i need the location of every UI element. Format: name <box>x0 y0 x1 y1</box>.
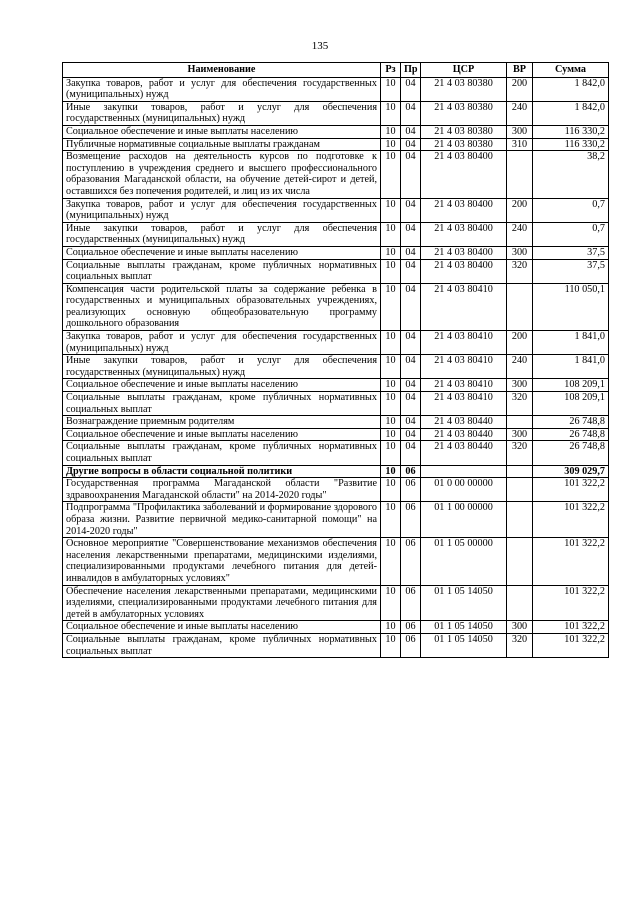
cell-sum: 1 842,0 <box>533 77 609 101</box>
cell-rz: 10 <box>381 198 401 222</box>
cell-csr: 21 4 03 80380 <box>421 138 507 151</box>
cell-rz: 10 <box>381 379 401 392</box>
cell-csr: 01 1 05 00000 <box>421 538 507 585</box>
cell-pr: 04 <box>401 392 421 416</box>
table-row <box>63 222 609 246</box>
column-header-pr: Пр <box>401 63 421 78</box>
cell-rz: 10 <box>381 585 401 621</box>
cell-rz: 10 <box>381 222 401 246</box>
cell-rz: 10 <box>381 502 401 538</box>
cell-vr: 200 <box>507 198 533 222</box>
cell-sum: 1 841,0 <box>533 355 609 379</box>
cell-sum: 101 322,2 <box>533 633 609 657</box>
table-row <box>63 246 609 259</box>
cell-sum: 101 322,2 <box>533 502 609 538</box>
table-row <box>63 125 609 138</box>
cell-csr: 21 4 03 80380 <box>421 77 507 101</box>
cell-sum: 26 748,8 <box>533 441 609 465</box>
cell-csr: 01 1 05 14050 <box>421 633 507 657</box>
table-row <box>63 585 609 621</box>
table-row <box>63 355 609 379</box>
cell-vr: 300 <box>507 428 533 441</box>
cell-pr: 04 <box>401 416 421 429</box>
cell-sum: 116 330,2 <box>533 125 609 138</box>
cell-csr: 21 4 03 80400 <box>421 222 507 246</box>
cell-name: Социальное обеспечение и иные выплаты населению <box>63 125 381 138</box>
cell-vr: 320 <box>507 392 533 416</box>
cell-vr: 320 <box>507 259 533 283</box>
cell-vr: 240 <box>507 222 533 246</box>
cell-rz: 10 <box>381 138 401 151</box>
cell-rz: 10 <box>381 478 401 502</box>
cell-pr: 06 <box>401 538 421 585</box>
cell-name: Основное мероприятие "Совершенствование механизмов обеспечения населения лекарственными препаратами, медицинскими изделиями, специализированными продуктами лечебного питания для детей-инвалидов в амбулаторных условиях" <box>63 538 381 585</box>
cell-vr <box>507 151 533 198</box>
cell-pr: 04 <box>401 138 421 151</box>
cell-vr: 320 <box>507 441 533 465</box>
cell-vr <box>507 502 533 538</box>
cell-name: Компенсация части родительской платы за содержание ребенка в государственных и муниципальных образовательных учреждениях, реализующих основную общеобразовательную программу дошкольного образования <box>63 283 381 330</box>
cell-pr: 06 <box>401 502 421 538</box>
cell-pr: 06 <box>401 585 421 621</box>
cell-sum: 101 322,2 <box>533 621 609 634</box>
cell-rz: 10 <box>381 259 401 283</box>
table-row <box>63 441 609 465</box>
budget-table <box>62 62 609 658</box>
table-row <box>63 259 609 283</box>
cell-name: Публичные нормативные социальные выплаты гражданам <box>63 138 381 151</box>
cell-pr: 04 <box>401 77 421 101</box>
cell-vr: 200 <box>507 331 533 355</box>
cell-sum: 26 748,8 <box>533 428 609 441</box>
cell-csr: 21 4 03 80380 <box>421 101 507 125</box>
table-row <box>63 138 609 151</box>
cell-name: Социальное обеспечение и иные выплаты населению <box>63 379 381 392</box>
cell-sum: 101 322,2 <box>533 478 609 502</box>
cell-rz: 10 <box>381 538 401 585</box>
cell-vr: 320 <box>507 633 533 657</box>
cell-pr: 04 <box>401 331 421 355</box>
cell-sum: 101 322,2 <box>533 538 609 585</box>
cell-csr <box>421 465 507 478</box>
cell-sum: 110 050,1 <box>533 283 609 330</box>
cell-sum: 108 209,1 <box>533 379 609 392</box>
cell-csr: 21 4 03 80440 <box>421 441 507 465</box>
cell-rz: 10 <box>381 465 401 478</box>
table-row <box>63 283 609 330</box>
cell-rz: 10 <box>381 77 401 101</box>
table-row <box>63 392 609 416</box>
table-row <box>63 416 609 429</box>
cell-vr: 300 <box>507 621 533 634</box>
cell-vr <box>507 283 533 330</box>
cell-name: Обеспечение населения лекарственными препаратами, медицинскими изделиями, специализированными продуктами лечебного питания для детей в амбулаторных условиях <box>63 585 381 621</box>
cell-sum: 116 330,2 <box>533 138 609 151</box>
cell-sum: 0,7 <box>533 222 609 246</box>
cell-pr: 04 <box>401 125 421 138</box>
table-row <box>63 633 609 657</box>
table-row <box>63 101 609 125</box>
cell-csr: 21 4 03 80410 <box>421 392 507 416</box>
cell-vr: 200 <box>507 77 533 101</box>
cell-sum: 38,2 <box>533 151 609 198</box>
cell-pr: 04 <box>401 259 421 283</box>
cell-name: Возмещение расходов на деятельность курсов по подготовке к поступлению в учреждения среднего и высшего профессионального образования Магаданской области, на обучение детей-сирот и детей, оставшихся без попечения родителей, и лиц из их числа <box>63 151 381 198</box>
column-header-sum: Сумма <box>533 63 609 78</box>
cell-pr: 04 <box>401 441 421 465</box>
cell-rz: 10 <box>381 428 401 441</box>
column-header-rz: Рз <box>381 63 401 78</box>
cell-vr: 300 <box>507 379 533 392</box>
column-header-name: Наименование <box>63 63 381 78</box>
cell-csr: 21 4 03 80440 <box>421 416 507 429</box>
cell-sum: 0,7 <box>533 198 609 222</box>
cell-rz: 10 <box>381 331 401 355</box>
cell-name: Другие вопросы в области социальной политики <box>63 465 381 478</box>
cell-csr: 21 4 03 80400 <box>421 259 507 283</box>
cell-csr: 21 4 03 80400 <box>421 198 507 222</box>
cell-csr: 21 4 03 80380 <box>421 125 507 138</box>
cell-rz: 10 <box>381 633 401 657</box>
cell-sum: 309 029,7 <box>533 465 609 478</box>
cell-vr: 300 <box>507 246 533 259</box>
cell-name: Закупка товаров, работ и услуг для обеспечения государственных (муниципальных) нужд <box>63 77 381 101</box>
cell-pr: 04 <box>401 101 421 125</box>
cell-csr: 01 1 00 00000 <box>421 502 507 538</box>
table-body <box>63 77 609 658</box>
table-row <box>63 478 609 502</box>
cell-pr: 04 <box>401 246 421 259</box>
cell-csr: 21 4 03 80440 <box>421 428 507 441</box>
cell-rz: 10 <box>381 125 401 138</box>
cell-vr <box>507 478 533 502</box>
cell-rz: 10 <box>381 355 401 379</box>
cell-sum: 37,5 <box>533 246 609 259</box>
table-row <box>63 428 609 441</box>
cell-rz: 10 <box>381 392 401 416</box>
cell-pr: 04 <box>401 198 421 222</box>
cell-csr: 01 1 05 14050 <box>421 585 507 621</box>
cell-sum: 1 842,0 <box>533 101 609 125</box>
table-row <box>63 331 609 355</box>
cell-csr: 21 4 03 80400 <box>421 151 507 198</box>
cell-vr <box>507 538 533 585</box>
cell-pr: 06 <box>401 478 421 502</box>
cell-sum: 108 209,1 <box>533 392 609 416</box>
cell-pr: 04 <box>401 428 421 441</box>
table-row <box>63 538 609 585</box>
cell-pr: 06 <box>401 633 421 657</box>
table-row <box>63 77 609 101</box>
cell-name: Социальные выплаты гражданам, кроме публичных нормативных социальных выплат <box>63 633 381 657</box>
cell-csr: 21 4 03 80410 <box>421 379 507 392</box>
table-row <box>63 502 609 538</box>
cell-name: Иные закупки товаров, работ и услуг для обеспечения государственных (муниципальных) нужд <box>63 101 381 125</box>
cell-name: Социальные выплаты гражданам, кроме публичных нормативных социальных выплат <box>63 441 381 465</box>
cell-csr: 21 4 03 80400 <box>421 246 507 259</box>
table-row <box>63 621 609 634</box>
cell-rz: 10 <box>381 101 401 125</box>
cell-vr: 240 <box>507 101 533 125</box>
cell-name: Иные закупки товаров, работ и услуг для обеспечения государственных (муниципальных) нужд <box>63 355 381 379</box>
cell-name: Социальное обеспечение и иные выплаты населению <box>63 621 381 634</box>
cell-pr: 06 <box>401 465 421 478</box>
cell-vr: 240 <box>507 355 533 379</box>
cell-vr <box>507 465 533 478</box>
cell-vr <box>507 416 533 429</box>
cell-pr: 06 <box>401 621 421 634</box>
cell-csr: 21 4 03 80410 <box>421 355 507 379</box>
column-header-vr: ВР <box>507 63 533 78</box>
cell-pr: 04 <box>401 283 421 330</box>
cell-sum: 1 841,0 <box>533 331 609 355</box>
cell-name: Закупка товаров, работ и услуг для обеспечения государственных (муниципальных) нужд <box>63 331 381 355</box>
cell-csr: 21 4 03 80410 <box>421 331 507 355</box>
cell-name: Государственная программа Магаданской области "Развитие здравоохранения Магаданской области" на 2014-2020 годы" <box>63 478 381 502</box>
cell-rz: 10 <box>381 151 401 198</box>
cell-rz: 10 <box>381 283 401 330</box>
cell-csr: 01 0 00 00000 <box>421 478 507 502</box>
cell-name: Подпрограмма "Профилактика заболеваний и формирование здорового образа жизни. Развитие первичной медико-санитарной помощи" на 2014-2020 годы" <box>63 502 381 538</box>
table-row <box>63 379 609 392</box>
page-number: 135 <box>311 40 329 52</box>
cell-pr: 04 <box>401 379 421 392</box>
cell-sum: 37,5 <box>533 259 609 283</box>
cell-pr: 04 <box>401 222 421 246</box>
cell-rz: 10 <box>381 416 401 429</box>
cell-rz: 10 <box>381 621 401 634</box>
cell-name: Вознаграждение приемным родителям <box>63 416 381 429</box>
cell-sum: 101 322,2 <box>533 585 609 621</box>
table-row <box>63 151 609 198</box>
cell-name: Закупка товаров, работ и услуг для обеспечения государственных (муниципальных) нужд <box>63 198 381 222</box>
cell-csr: 21 4 03 80410 <box>421 283 507 330</box>
cell-sum: 26 748,8 <box>533 416 609 429</box>
cell-name: Иные закупки товаров, работ и услуг для обеспечения государственных (муниципальных) нужд <box>63 222 381 246</box>
cell-pr: 04 <box>401 151 421 198</box>
cell-name: Социальное обеспечение и иные выплаты населению <box>63 246 381 259</box>
cell-name: Социальные выплаты гражданам, кроме публичных нормативных социальных выплат <box>63 392 381 416</box>
cell-vr: 300 <box>507 125 533 138</box>
cell-pr: 04 <box>401 355 421 379</box>
cell-vr <box>507 585 533 621</box>
cell-name: Социальные выплаты гражданам, кроме публичных нормативных социальных выплат <box>63 259 381 283</box>
column-header-csr: ЦСР <box>421 63 507 78</box>
table-row <box>63 465 609 478</box>
table-header-row <box>63 63 609 78</box>
cell-vr: 310 <box>507 138 533 151</box>
cell-csr: 01 1 05 14050 <box>421 621 507 634</box>
cell-rz: 10 <box>381 246 401 259</box>
cell-name: Социальное обеспечение и иные выплаты населению <box>63 428 381 441</box>
table-row <box>63 198 609 222</box>
cell-rz: 10 <box>381 441 401 465</box>
